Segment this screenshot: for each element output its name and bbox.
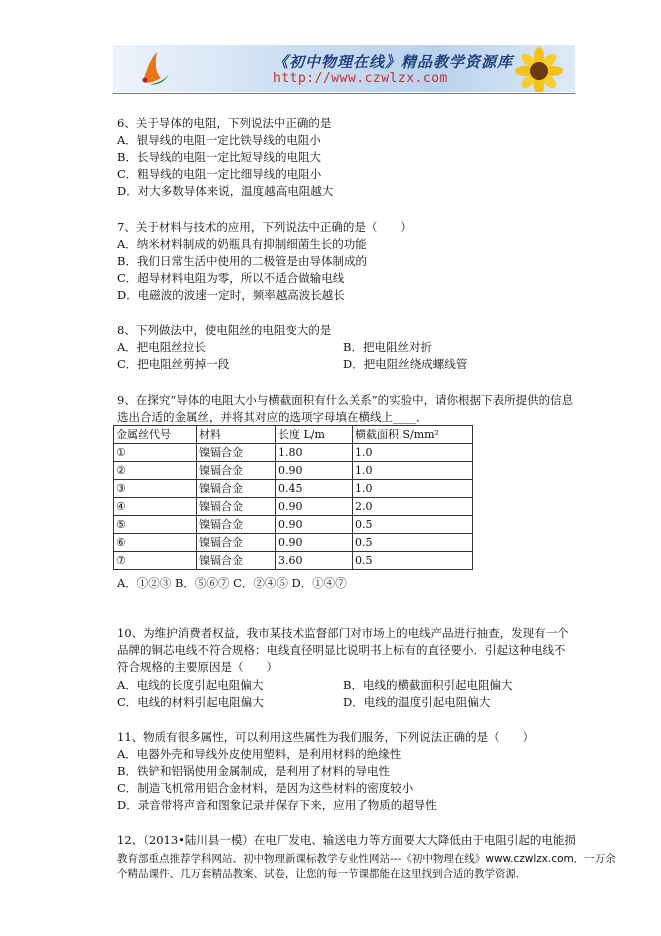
q6-option-c: C．粗导线的电阻一定比细导线的电阻小 — [117, 167, 322, 181]
cell-length: 1.80 — [276, 444, 353, 462]
q10-stem-line3: 符合规格的主要原因是（ ） — [117, 660, 278, 674]
cell-length: 3.60 — [276, 552, 353, 570]
q11-option-b: B．铁铲和铝锅使用金属制成，是利用了材料的导电性 — [117, 764, 390, 778]
q7-option-b: B．我们日常生活中使用的二极管是由导体制成的 — [117, 254, 367, 268]
cell-material: 镍镉合金 — [197, 498, 276, 516]
cell-length: 0.45 — [276, 480, 353, 498]
q9-answer-blank: ____ — [393, 410, 416, 424]
q10-stem-line1: 10、为维护消费者权益，我市某技术监督部门对市场上的电线产品进行抽查，发现有一个 — [117, 626, 569, 640]
q9-period: ． — [416, 410, 428, 424]
cell-area: 1.0 — [353, 444, 473, 462]
table-header-row — [114, 426, 473, 444]
q7-stem: 7、关于材料与技术的应用，下列说法中正确的是（ ） — [117, 220, 412, 234]
q10-option-c: C．电线的材料引起电阻偏大 — [117, 695, 264, 709]
cell-material: 镍镉合金 — [197, 534, 276, 552]
q8-option-b: B．把电阻丝对折 — [343, 340, 432, 354]
cell-material: 镍镉合金 — [197, 444, 276, 462]
table-row — [114, 444, 473, 462]
cell-code: ② — [114, 462, 197, 480]
table-row — [114, 552, 473, 570]
q12-stem: 12、（2013•陆川县一模）在电厂发电、输送电力等方面要大大降低由于电阻引起的电能损 — [117, 833, 576, 847]
table-row — [114, 462, 473, 480]
header-wire-code: 金属丝代号 — [114, 426, 197, 444]
table-row — [114, 498, 473, 516]
sunflower-icon — [503, 45, 575, 92]
cell-area: 2.0 — [353, 498, 473, 516]
q7-option-d: D．电磁波的波速一定时，频率越高波长越长 — [117, 288, 345, 302]
wire-spec-table — [113, 425, 473, 570]
cell-length: 0.90 — [276, 516, 353, 534]
cell-length: 0.90 — [276, 534, 353, 552]
cell-material: 镍镉合金 — [197, 516, 276, 534]
q9-stem-line1: 9、在探究“导体的电阻大小与横截面积有什么关系”的实验中，请你根据下表所提供的信息 — [117, 393, 574, 407]
q6-option-b: B．长导线的电阻一定比短导线的电阻大 — [117, 150, 321, 164]
q7-option-c: C．超导材料电阻为零，所以不适合做输电线 — [117, 271, 345, 285]
header-material: 材料 — [197, 426, 276, 444]
q8-option-a: A．把电阻丝拉长 — [117, 340, 206, 354]
q7-option-a: A．纳米材料制成的奶瓶具有抑制细菌生长的功能 — [117, 237, 367, 251]
cell-material: 镍镉合金 — [197, 552, 276, 570]
site-logo-icon — [135, 48, 175, 88]
q8-stem: 8、下列做法中，使电阻丝的电阻变大的是 — [117, 323, 332, 337]
q8-option-d: D．把电阻丝绕成螺线管 — [343, 357, 468, 371]
cell-code: ① — [114, 444, 197, 462]
cell-area: 0.5 — [353, 534, 473, 552]
cell-length: 0.90 — [276, 462, 353, 480]
q11-stem: 11、物质有很多属性，可以利用这些属性为我们服务，下列说法正确的是（ ） — [117, 730, 535, 744]
table-row — [114, 480, 473, 498]
cell-area: 0.5 — [353, 552, 473, 570]
q6-option-d: D．对大多数导体来说，温度越高电阻越大 — [117, 184, 334, 198]
q8-option-c: C．把电阻丝剪掉一段 — [117, 357, 230, 371]
header-cross-section: 横截面积 S/mm² — [353, 426, 473, 444]
q9-options: A．①②③ B．⑤⑥⑦ C．②④⑤ D．①④⑦ — [117, 576, 347, 590]
header-divider — [113, 93, 575, 94]
header-banner — [113, 45, 575, 92]
cell-code: ③ — [114, 480, 197, 498]
q10-option-b: B．电线的横截面积引起电阻偏大 — [343, 678, 513, 692]
q6-option-a: A．银导线的电阻一定比铁导线的电阻小 — [117, 133, 321, 147]
cell-material: 镍镉合金 — [197, 462, 276, 480]
q6-stem: 6、关于导体的电阻，下列说法中正确的是 — [117, 116, 332, 130]
q11-option-c: C．制造飞机常用铝合金材料，是因为这些材料的密度较小 — [117, 781, 414, 795]
q10-option-d: D．电线的温度引起电阻偏大 — [343, 695, 491, 709]
cell-code: ⑦ — [114, 552, 197, 570]
q11-option-a: A．电器外壳和导线外皮使用塑料，是利用材料的绝缘性 — [117, 747, 402, 761]
table-row — [114, 534, 473, 552]
cell-area: 1.0 — [353, 480, 473, 498]
table-row — [114, 516, 473, 534]
cell-length: 0.90 — [276, 498, 353, 516]
footer-line1: 教育部重点推荐学科网站、初中物理新课标教学专业性网站---《初中物理在线》www.czwlzx.com．一万余 — [117, 853, 616, 865]
cell-code: ④ — [114, 498, 197, 516]
cell-code: ⑥ — [114, 534, 197, 552]
cell-area: 0.5 — [353, 516, 473, 534]
banner-title: 《初中物理在线》精品教学资源库 — [273, 53, 514, 71]
banner-url: http://www.czwlzx.com — [273, 71, 448, 86]
q9-stem-line2 — [117, 409, 428, 426]
q10-stem-line2: 品牌的铜芯电线不符合规格：电线直径明显比说明书上标有的直径要小．引起这种电线不 — [117, 643, 566, 657]
cell-area: 1.0 — [353, 462, 473, 480]
q10-option-a: A．电线的长度引起电阻偏大 — [117, 678, 264, 692]
q9-stem-text: 选出合适的金属丝，并将其对应的选项字母填在横线上 — [117, 410, 393, 424]
q11-option-d: D．录音带将声音和图象记录并保存下来，应用了物质的超导性 — [117, 798, 437, 812]
footer-line2: 个精品课件、几万套精品教案、试卷，让您的每一节课都能在这里找到合适的教学资源． — [117, 868, 527, 880]
header-length: 长度 L/m — [276, 426, 353, 444]
cell-code: ⑤ — [114, 516, 197, 534]
cell-material: 镍镉合金 — [197, 480, 276, 498]
